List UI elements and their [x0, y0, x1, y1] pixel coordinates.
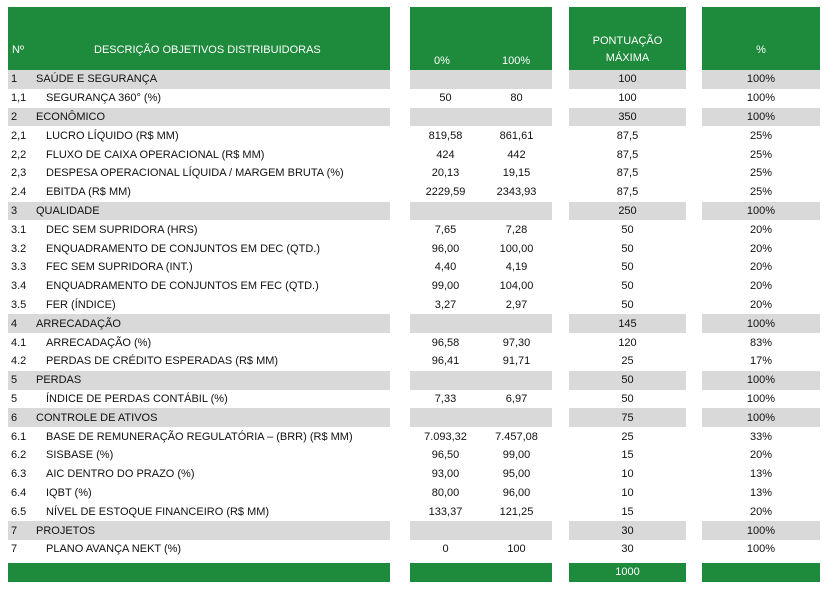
- table-row-targets: [410, 89, 552, 108]
- target-0pct: 3,27: [434, 298, 457, 311]
- category-row: [8, 371, 390, 390]
- row-number: 1,1: [11, 92, 27, 105]
- row-number: 6.1: [11, 430, 27, 443]
- table-row: [8, 465, 390, 484]
- row-description: ÍNDICE DE PERDAS CONTÁBIL (%): [46, 392, 228, 405]
- table-row-weight: [702, 484, 820, 503]
- table-row-score: [569, 427, 686, 446]
- category-row-weight: [702, 202, 820, 221]
- table-row-targets: [410, 183, 552, 202]
- row-description: ENQUADRAMENTO DE CONJUNTOS EM FEC (QTD.): [46, 280, 319, 293]
- row-description: FLUXO DE CAIXA OPERACIONAL (R$ MM): [46, 148, 265, 161]
- target-100pct: 97,30: [502, 336, 531, 349]
- target-100pct: 861,61: [499, 129, 534, 142]
- table-row: [8, 239, 390, 258]
- header-num: Nº: [12, 44, 24, 56]
- table-row: [8, 164, 390, 183]
- table-row-score: [569, 164, 686, 183]
- table-row-weight: [702, 164, 820, 183]
- target-100pct: 7,28: [505, 223, 528, 236]
- category-row-targets: [410, 202, 552, 221]
- target-100pct: 95,00: [502, 468, 531, 481]
- max-score: 30: [621, 543, 634, 556]
- weight-pct: 100%: [746, 411, 776, 424]
- target-100pct: 7.457,08: [495, 430, 538, 443]
- table-row: [8, 277, 390, 296]
- max-score: 100: [618, 92, 637, 105]
- row-number: 2.4: [11, 186, 27, 199]
- table-row-weight: [702, 502, 820, 521]
- table-row: [8, 258, 390, 277]
- header-weight: %: [756, 44, 766, 56]
- weight-pct: 25%: [749, 167, 773, 180]
- row-description: DEC SEM SUPRIDORA (HRS): [46, 223, 198, 236]
- weight-pct: 13%: [749, 468, 773, 481]
- weight-pct: 20%: [749, 242, 773, 255]
- max-score: 145: [618, 317, 637, 330]
- target-100pct: 2343,93: [496, 186, 537, 199]
- row-description: DESPESA OPERACIONAL LÍQUIDA / MARGEM BRUTA (%): [46, 167, 344, 180]
- weight-pct: 100%: [746, 92, 776, 105]
- target-100pct: 99,00: [502, 449, 531, 462]
- table-row-targets: [410, 126, 552, 145]
- table-row-weight: [702, 540, 820, 559]
- target-0pct: 819,58: [428, 129, 463, 142]
- row-description: PLANO AVANÇA NEKT (%): [46, 543, 182, 556]
- table-row: [8, 446, 390, 465]
- table-row-score: [569, 484, 686, 503]
- weight-pct: 33%: [749, 430, 773, 443]
- max-score: 87,5: [616, 129, 639, 142]
- row-number: 5: [11, 392, 18, 405]
- weight-pct: 83%: [749, 336, 773, 349]
- max-score: 50: [621, 261, 634, 274]
- table-row-score: [569, 502, 686, 521]
- target-100pct: 121,25: [499, 505, 534, 518]
- table-row-targets: [410, 164, 552, 183]
- table-row-score: [569, 446, 686, 465]
- table-row: [8, 333, 390, 352]
- table-row-targets: [410, 277, 552, 296]
- row-description: PROJETOS: [36, 524, 96, 537]
- target-100pct: 100,00: [499, 242, 534, 255]
- header-pct0: 0%: [434, 55, 450, 67]
- max-score: 50: [621, 242, 634, 255]
- category-row-weight: [702, 314, 820, 333]
- category-row-weight: [702, 108, 820, 127]
- table-row-score: [569, 145, 686, 164]
- row-number: 5: [11, 374, 18, 387]
- max-score: 75: [621, 411, 634, 424]
- table-row-weight: [702, 220, 820, 239]
- weight-pct: 20%: [749, 223, 773, 236]
- max-score: 87,5: [616, 186, 639, 199]
- weight-pct: 100%: [746, 73, 776, 86]
- target-0pct: 93,00: [431, 468, 460, 481]
- table-row-score: [569, 89, 686, 108]
- table-row-targets: [410, 296, 552, 315]
- row-description: SISBASE (%): [46, 449, 114, 462]
- table-row-targets: [410, 145, 552, 164]
- row-number: 2: [11, 110, 18, 123]
- max-score: 15: [621, 449, 634, 462]
- category-row-score: [569, 521, 686, 540]
- table-row-score: [569, 220, 686, 239]
- table-row-weight: [702, 126, 820, 145]
- target-0pct: 7.093,32: [424, 430, 467, 443]
- table-row-score: [569, 239, 686, 258]
- weight-pct: 25%: [749, 129, 773, 142]
- category-row: [8, 408, 390, 427]
- max-score: 50: [621, 374, 634, 387]
- max-score: 50: [621, 298, 634, 311]
- target-0pct: 96,58: [431, 336, 460, 349]
- row-description: NÍVEL DE ESTOQUE FINANCEIRO (R$ MM): [46, 505, 270, 518]
- table-row-score: [569, 333, 686, 352]
- max-score: 10: [621, 486, 634, 499]
- weight-pct: 100%: [746, 110, 776, 123]
- category-row-targets: [410, 314, 552, 333]
- row-number: 7: [11, 543, 18, 556]
- target-0pct: 4,40: [434, 261, 457, 274]
- row-number: 6.5: [11, 505, 27, 518]
- table-row: [8, 484, 390, 503]
- row-number: 3.5: [11, 298, 27, 311]
- weight-pct: 20%: [749, 298, 773, 311]
- row-description: AIC DENTRO DO PRAZO (%): [46, 468, 195, 481]
- table-row: [8, 220, 390, 239]
- table-row-targets: [410, 484, 552, 503]
- targets-header: [410, 7, 552, 70]
- table-row-targets: [410, 427, 552, 446]
- table-row: [8, 352, 390, 371]
- target-100pct: 104,00: [499, 280, 534, 293]
- row-description: QUALIDADE: [36, 204, 100, 217]
- target-0pct: 96,41: [431, 355, 460, 368]
- max-score: 50: [621, 223, 634, 236]
- category-row-targets: [410, 108, 552, 127]
- max-score: 25: [621, 355, 634, 368]
- max-score: 50: [621, 392, 634, 405]
- header-score-line2: MÁXIMA: [605, 52, 650, 64]
- table-row-targets: [410, 540, 552, 559]
- table-row: [8, 390, 390, 409]
- table-row-score: [569, 390, 686, 409]
- category-row-targets: [410, 371, 552, 390]
- row-description: ARRECADAÇÃO (%): [46, 336, 152, 349]
- table-row-targets: [410, 465, 552, 484]
- table-row-targets: [410, 502, 552, 521]
- row-number: 6.3: [11, 468, 27, 481]
- weight-pct: 20%: [749, 449, 773, 462]
- weight-pct: 100%: [746, 204, 776, 217]
- description-footer: [8, 563, 390, 582]
- table-row-score: [569, 540, 686, 559]
- table-row: [8, 296, 390, 315]
- weight-pct: 25%: [749, 148, 773, 161]
- table-row-weight: [702, 333, 820, 352]
- table-row-targets: [410, 390, 552, 409]
- category-row-score: [569, 202, 686, 221]
- total-score: 1000: [615, 565, 640, 578]
- table-row-weight: [702, 352, 820, 371]
- table-row: [8, 540, 390, 559]
- target-0pct: 50: [439, 92, 452, 105]
- target-0pct: 7,33: [434, 392, 457, 405]
- row-number: 3: [11, 204, 18, 217]
- table-row-targets: [410, 258, 552, 277]
- table-row-score: [569, 352, 686, 371]
- row-description: PERDAS: [36, 374, 82, 387]
- table-row: [8, 89, 390, 108]
- row-description: FER (ÍNDICE): [46, 298, 116, 311]
- table-row-weight: [702, 390, 820, 409]
- description-header: [8, 7, 390, 70]
- table-row-weight: [702, 183, 820, 202]
- header-score-line1: PONTUAÇÃO: [592, 35, 663, 47]
- weight-pct: 17%: [749, 355, 773, 368]
- target-0pct: 99,00: [431, 280, 460, 293]
- max-score: 120: [618, 336, 637, 349]
- category-row-weight: [702, 408, 820, 427]
- table-row-score: [569, 258, 686, 277]
- header-pct100: 100%: [502, 55, 531, 67]
- category-row: [8, 70, 390, 89]
- target-100pct: 96,00: [502, 486, 531, 499]
- targets-footer: [410, 563, 552, 582]
- max-score: 25: [621, 430, 634, 443]
- table-row-weight: [702, 89, 820, 108]
- weight-pct: 20%: [749, 280, 773, 293]
- table-row-score: [569, 296, 686, 315]
- weight-pct: 100%: [746, 392, 776, 405]
- category-row: [8, 314, 390, 333]
- category-row-weight: [702, 521, 820, 540]
- row-number: 3.4: [11, 280, 27, 293]
- row-description: SAÚDE E SEGURANÇA: [36, 73, 158, 86]
- max-score: 250: [618, 204, 637, 217]
- target-100pct: 4,19: [505, 261, 528, 274]
- row-number: 3.1: [11, 223, 27, 236]
- table-row: [8, 427, 390, 446]
- row-number: 4.2: [11, 355, 27, 368]
- row-description: ARRECADAÇÃO: [36, 317, 121, 330]
- target-0pct: 0: [442, 543, 449, 556]
- max-score: 10: [621, 468, 634, 481]
- category-row-targets: [410, 70, 552, 89]
- category-row-score: [569, 70, 686, 89]
- row-number: 2,3: [11, 167, 27, 180]
- weight-header: [702, 7, 820, 70]
- category-row: [8, 521, 390, 540]
- row-number: 3.3: [11, 261, 27, 274]
- row-description: SEGURANÇA 360° (%): [46, 92, 162, 105]
- weight-pct: 100%: [746, 317, 776, 330]
- category-row: [8, 202, 390, 221]
- row-description: ECONÔMICO: [36, 110, 106, 123]
- row-number: 3.2: [11, 242, 27, 255]
- target-0pct: 80,00: [431, 486, 460, 499]
- max-score: 15: [621, 505, 634, 518]
- score-column: [569, 7, 686, 582]
- table-row-weight: [702, 296, 820, 315]
- max-score: 87,5: [616, 167, 639, 180]
- weight-pct: 100%: [746, 374, 776, 387]
- row-description: BASE DE REMUNERAÇÃO REGULATÓRIA – (BRR) (R$ MM): [46, 430, 353, 443]
- weight-pct: 13%: [749, 486, 773, 499]
- target-100pct: 100: [507, 543, 526, 556]
- max-score: 100: [618, 73, 637, 86]
- row-number: 1: [11, 73, 18, 86]
- target-0pct: 2229,59: [425, 186, 466, 199]
- table-row-weight: [702, 258, 820, 277]
- category-row-targets: [410, 408, 552, 427]
- target-0pct: 424: [436, 148, 455, 161]
- table-row-score: [569, 277, 686, 296]
- target-0pct: 96,50: [431, 449, 460, 462]
- row-description: IQBT (%): [46, 486, 92, 499]
- target-0pct: 20,13: [431, 167, 460, 180]
- category-row-score: [569, 108, 686, 127]
- score-header: [569, 7, 686, 70]
- row-description: FEC SEM SUPRIDORA (INT.): [46, 261, 193, 274]
- table-row-score: [569, 465, 686, 484]
- target-100pct: 6,97: [505, 392, 528, 405]
- weight-pct: 25%: [749, 186, 773, 199]
- table-row-targets: [410, 220, 552, 239]
- target-0pct: 133,37: [428, 505, 463, 518]
- weight-pct: 100%: [746, 524, 776, 537]
- category-row-score: [569, 371, 686, 390]
- category-row-weight: [702, 371, 820, 390]
- table-row: [8, 126, 390, 145]
- row-number: 4.1: [11, 336, 27, 349]
- table-row-weight: [702, 145, 820, 164]
- row-description: PERDAS DE CRÉDITO ESPERADAS (R$ MM): [46, 355, 279, 368]
- row-description: ENQUADRAMENTO DE CONJUNTOS EM DEC (QTD.): [46, 242, 320, 255]
- table-row-score: [569, 126, 686, 145]
- header-description: DESCRIÇÃO OBJETIVOS DISTRIBUIDORAS: [94, 44, 321, 56]
- max-score: 350: [618, 110, 637, 123]
- table-row-weight: [702, 239, 820, 258]
- table-row-targets: [410, 239, 552, 258]
- row-number: 7: [11, 524, 18, 537]
- row-description: EBITDA (R$ MM): [46, 186, 131, 199]
- table-row: [8, 145, 390, 164]
- target-100pct: 442: [507, 148, 526, 161]
- table-row-targets: [410, 352, 552, 371]
- description-column: [8, 7, 390, 582]
- target-100pct: 80: [510, 92, 523, 105]
- category-row-weight: [702, 70, 820, 89]
- row-number: 4: [11, 317, 18, 330]
- weight-pct: 20%: [749, 505, 773, 518]
- row-description: CONTROLE DE ATIVOS: [36, 411, 158, 424]
- row-number: 6: [11, 411, 18, 424]
- category-row: [8, 108, 390, 127]
- weight-pct: 100%: [746, 543, 776, 556]
- max-score: 50: [621, 280, 634, 293]
- max-score: 30: [621, 524, 634, 537]
- weight-column: [702, 7, 820, 582]
- target-0pct: 96,00: [431, 242, 460, 255]
- table-row-weight: [702, 427, 820, 446]
- table-row: [8, 502, 390, 521]
- table-row-score: [569, 183, 686, 202]
- target-100pct: 91,71: [502, 355, 531, 368]
- score-footer: [569, 563, 686, 582]
- table-row-weight: [702, 465, 820, 484]
- category-row-score: [569, 314, 686, 333]
- category-row-targets: [410, 521, 552, 540]
- target-100pct: 2,97: [505, 298, 528, 311]
- weight-footer: [702, 563, 820, 582]
- target-100pct: 19,15: [502, 167, 531, 180]
- target-0pct: 7,65: [434, 223, 457, 236]
- table-row-weight: [702, 277, 820, 296]
- weight-pct: 20%: [749, 261, 773, 274]
- row-number: 2,2: [11, 148, 27, 161]
- category-row-score: [569, 408, 686, 427]
- table-row-weight: [702, 446, 820, 465]
- row-number: 6.2: [11, 449, 27, 462]
- table-row: [8, 183, 390, 202]
- row-description: LUCRO LÍQUIDO (R$ MM): [46, 129, 179, 142]
- table-row-targets: [410, 333, 552, 352]
- table-row-targets: [410, 446, 552, 465]
- max-score: 87,5: [616, 148, 639, 161]
- row-number: 6.4: [11, 486, 27, 499]
- row-number: 2,1: [11, 129, 27, 142]
- targets-column: [410, 7, 552, 582]
